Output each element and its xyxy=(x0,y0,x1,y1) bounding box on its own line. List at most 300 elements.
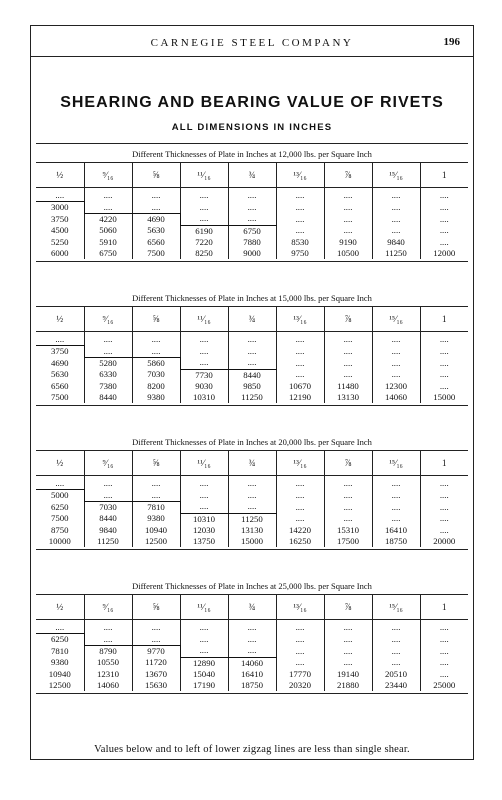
table-cell: .... xyxy=(180,476,228,490)
table-cell: 20510 xyxy=(372,669,420,680)
table-cell: .... xyxy=(372,202,420,214)
table-cell: .... xyxy=(84,332,132,346)
table-row xyxy=(36,225,468,237)
table-cell: .... xyxy=(276,369,324,381)
table-cell: .... xyxy=(324,213,372,225)
table-row xyxy=(36,634,468,646)
table-cell: 5630 xyxy=(50,369,69,380)
table-row xyxy=(36,357,468,369)
table-cell: 15630 xyxy=(132,680,180,691)
table-cell: 10940 xyxy=(132,525,180,536)
table-cell: .... xyxy=(276,513,324,525)
table-row xyxy=(36,645,468,657)
table-cell: 4220 xyxy=(84,213,132,225)
table-cell: 7810 xyxy=(132,501,180,513)
table-cell: .... xyxy=(180,645,228,657)
table-cell: .... xyxy=(132,188,180,202)
table-cell: .... xyxy=(84,202,132,214)
table-cell: 10550 xyxy=(84,657,132,669)
diameter-header: ⅝ xyxy=(132,595,180,620)
diameter-header: ⅞ xyxy=(324,595,372,620)
table-cell: 5060 xyxy=(84,225,132,237)
diameter-header: ¹³⁄₁₆ xyxy=(276,307,324,332)
rivet-table xyxy=(36,162,468,259)
rivet-section xyxy=(36,146,468,262)
table-cell: 9850 xyxy=(228,381,276,392)
table-cell: 6330 xyxy=(84,369,132,381)
table-cell: .... xyxy=(420,369,468,381)
table-cell: .... xyxy=(420,237,468,248)
table-cell: 13670 xyxy=(132,669,180,680)
table-cell: 12310 xyxy=(84,669,132,680)
table-cell: 19140 xyxy=(324,669,372,680)
diameter-header: ¾ xyxy=(228,595,276,620)
table-row xyxy=(36,476,468,490)
table-row xyxy=(36,346,468,358)
table-cell: .... xyxy=(276,476,324,490)
table-cell: 13130 xyxy=(324,392,372,403)
diameter-header: ⁹⁄₁₆ xyxy=(84,163,132,188)
table-cell: 12030 xyxy=(180,525,228,536)
table-cell: 6750 xyxy=(228,225,276,237)
table-cell: .... xyxy=(180,490,228,502)
table-cell: 12300 xyxy=(372,381,420,392)
table-cell: .... xyxy=(132,490,180,502)
diameter-header: ¹⁵⁄₁₆ xyxy=(372,307,420,332)
table-cell: 7500 xyxy=(50,392,69,403)
table-cell: .... xyxy=(324,332,372,346)
table-cell: .... xyxy=(276,490,324,502)
table-cell: 8530 xyxy=(276,237,324,248)
table-row xyxy=(36,680,468,691)
table-row xyxy=(36,513,468,525)
section-caption: Different Thicknesses of Plate in Inches at 25,000 lbs. per Square Inch xyxy=(132,581,372,591)
table-cell: 8440 xyxy=(84,392,132,403)
table-cell: .... xyxy=(324,657,372,669)
table-cell: 6000 xyxy=(50,248,69,259)
table-cell: .... xyxy=(420,490,468,502)
rivet-table xyxy=(36,306,468,403)
section-rule xyxy=(36,261,468,262)
table-cell: .... xyxy=(324,202,372,214)
table-cell: 9380 xyxy=(132,392,180,403)
table-cell: 5910 xyxy=(84,237,132,248)
table-cell: .... xyxy=(420,657,468,669)
table-cell: 17770 xyxy=(276,669,324,680)
table-row xyxy=(36,669,468,680)
table-cell: .... xyxy=(84,188,132,202)
table-cell: .... xyxy=(276,620,324,634)
table-cell: .... xyxy=(180,634,228,646)
table-cell: .... xyxy=(228,357,276,369)
table-cell: 15040 xyxy=(180,669,228,680)
table-row xyxy=(36,237,468,248)
table-cell: 17500 xyxy=(324,536,372,547)
page-title: SHEARING AND BEARING VALUE OF RIVETS xyxy=(60,94,444,111)
rivet-section xyxy=(36,434,468,550)
diameter-header: ⅞ xyxy=(324,307,372,332)
table-cell: .... xyxy=(420,225,468,237)
table-cell: 7030 xyxy=(132,369,180,381)
table-cell: 6250 xyxy=(36,634,84,646)
diameter-header: ¹¹⁄₁₆ xyxy=(180,307,228,332)
table-cell: 6560 xyxy=(50,380,69,391)
table-cell: 17190 xyxy=(180,680,228,691)
table-cell: .... xyxy=(420,634,468,646)
table-cell: 11480 xyxy=(324,381,372,392)
section-caption: Different Thicknesses of Plate in Inches at 20,000 lbs. per Square Inch xyxy=(132,437,372,447)
table-cell: 8250 xyxy=(180,248,228,259)
table-cell: .... xyxy=(420,645,468,657)
table-cell: 3000 xyxy=(36,202,84,214)
table-cell: .... xyxy=(372,645,420,657)
table-cell: 9750 xyxy=(276,248,324,259)
table-cell: .... xyxy=(180,357,228,369)
table-cell: .... xyxy=(276,657,324,669)
diameter-header: ¹³⁄₁₆ xyxy=(276,595,324,620)
table-cell: 18750 xyxy=(228,680,276,691)
table-cell: 10000 xyxy=(48,536,71,547)
table-cell: .... xyxy=(324,513,372,525)
diameter-header: ¹⁵⁄₁₆ xyxy=(372,451,420,476)
section-rule xyxy=(36,549,468,550)
diameter-header: ½ xyxy=(36,595,84,620)
table-cell: .... xyxy=(84,620,132,634)
table-cell: 9380 xyxy=(132,513,180,525)
table-cell: .... xyxy=(84,476,132,490)
table-cell: .... xyxy=(36,476,84,490)
diameter-header-row xyxy=(36,595,468,620)
table-cell: 10500 xyxy=(324,248,372,259)
table-row xyxy=(36,381,468,392)
diameter-header: ⁹⁄₁₆ xyxy=(84,451,132,476)
table-cell: .... xyxy=(228,490,276,502)
table-cell: 7500 xyxy=(132,248,180,259)
table-cell: .... xyxy=(324,620,372,634)
table-cell: .... xyxy=(372,188,420,202)
table-row xyxy=(36,202,468,214)
table-cell: .... xyxy=(372,225,420,237)
table-cell: .... xyxy=(324,188,372,202)
table-cell: 6250 xyxy=(50,501,69,512)
table-cell: .... xyxy=(228,213,276,225)
table-cell: .... xyxy=(276,634,324,646)
table-cell: 7500 xyxy=(50,513,69,524)
company-name: CARNEGIE STEEL COMPANY xyxy=(150,37,354,49)
table-cell: .... xyxy=(420,501,468,513)
diameter-header: ⅝ xyxy=(132,451,180,476)
table-cell: .... xyxy=(132,332,180,346)
table-row xyxy=(36,490,468,502)
table-cell: 15000 xyxy=(228,536,276,547)
table-cell: 6750 xyxy=(84,248,132,259)
table-cell: 7380 xyxy=(84,381,132,392)
table-cell: 5000 xyxy=(36,490,84,502)
title-rule xyxy=(36,143,468,144)
table-cell: 12000 xyxy=(420,248,468,259)
table-cell: 5860 xyxy=(132,357,180,369)
diameter-header: 1 xyxy=(420,307,468,332)
table-cell: 5250 xyxy=(50,236,69,247)
table-cell: 6560 xyxy=(132,237,180,248)
table-cell: 4690 xyxy=(132,213,180,225)
table-cell: 9840 xyxy=(84,525,132,536)
table-cell: 12890 xyxy=(180,657,228,669)
table-cell: .... xyxy=(372,490,420,502)
table-cell: .... xyxy=(276,225,324,237)
table-cell: .... xyxy=(276,188,324,202)
table-row xyxy=(36,332,468,346)
table-cell: 10670 xyxy=(276,381,324,392)
table-cell: .... xyxy=(228,645,276,657)
table-cell: .... xyxy=(132,202,180,214)
table-cell: .... xyxy=(132,620,180,634)
table-cell: 9770 xyxy=(132,645,180,657)
table-cell: 8200 xyxy=(132,381,180,392)
table-cell: 9030 xyxy=(180,381,228,392)
table-row xyxy=(36,620,468,634)
table-row xyxy=(36,501,468,513)
table-cell: 12500 xyxy=(132,536,180,547)
page-number: 196 xyxy=(443,36,460,48)
diameter-header: ⁹⁄₁₆ xyxy=(84,595,132,620)
diameter-header: ½ xyxy=(36,163,84,188)
table-cell: 11250 xyxy=(372,248,420,259)
table-cell: 9000 xyxy=(228,248,276,259)
table-cell: .... xyxy=(372,357,420,369)
table-cell: 3750 xyxy=(50,213,69,224)
table-cell: .... xyxy=(228,188,276,202)
table-cell: .... xyxy=(228,346,276,358)
table-cell: .... xyxy=(180,213,228,225)
table-cell: .... xyxy=(420,202,468,214)
table-cell: 20320 xyxy=(276,680,324,691)
diameter-header: 1 xyxy=(420,595,468,620)
table-cell: .... xyxy=(324,645,372,657)
table-cell: .... xyxy=(420,476,468,490)
table-cell: .... xyxy=(420,381,468,392)
diameter-header: ¹³⁄₁₆ xyxy=(276,451,324,476)
table-cell: 21880 xyxy=(324,680,372,691)
table-cell: 11250 xyxy=(228,513,276,525)
rivet-section xyxy=(36,578,468,694)
table-cell: 6190 xyxy=(180,225,228,237)
table-row xyxy=(36,392,468,403)
table-cell: .... xyxy=(324,357,372,369)
table-cell: .... xyxy=(276,645,324,657)
table-cell: .... xyxy=(84,490,132,502)
table-cell: 16410 xyxy=(228,669,276,680)
table-cell: .... xyxy=(324,476,372,490)
table-row xyxy=(36,369,468,381)
table-cell: 12500 xyxy=(48,680,71,691)
rivet-section xyxy=(36,290,468,406)
table-cell: .... xyxy=(180,202,228,214)
table-cell: 8790 xyxy=(84,645,132,657)
table-cell: .... xyxy=(420,332,468,346)
table-cell: .... xyxy=(180,620,228,634)
table-cell: .... xyxy=(372,513,420,525)
table-cell: .... xyxy=(228,476,276,490)
table-cell: .... xyxy=(180,188,228,202)
table-cell: .... xyxy=(276,332,324,346)
table-cell: .... xyxy=(372,501,420,513)
rivet-table xyxy=(36,450,468,547)
table-cell: 12190 xyxy=(276,392,324,403)
diameter-header: ⅞ xyxy=(324,451,372,476)
table-cell: .... xyxy=(132,476,180,490)
table-cell: .... xyxy=(228,634,276,646)
table-cell: .... xyxy=(372,476,420,490)
table-cell: 14060 xyxy=(84,680,132,691)
table-cell: .... xyxy=(84,346,132,358)
table-cell: 5630 xyxy=(132,225,180,237)
table-cell: 7810 xyxy=(50,645,69,656)
table-cell: .... xyxy=(420,525,468,536)
diameter-header: ½ xyxy=(36,307,84,332)
table-cell: 15310 xyxy=(324,525,372,536)
table-cell: 9840 xyxy=(372,237,420,248)
table-cell: 10940 xyxy=(48,668,71,679)
table-cell: .... xyxy=(324,501,372,513)
diameter-header-row xyxy=(36,163,468,188)
diameter-header: ¹⁵⁄₁₆ xyxy=(372,163,420,188)
table-cell: 8440 xyxy=(228,369,276,381)
table-cell: 7880 xyxy=(228,237,276,248)
table-cell: .... xyxy=(228,501,276,513)
diameter-header: 1 xyxy=(420,163,468,188)
table-cell: .... xyxy=(420,188,468,202)
table-cell: 16410 xyxy=(372,525,420,536)
table-cell: .... xyxy=(324,490,372,502)
rivet-table xyxy=(36,594,468,691)
table-row xyxy=(36,657,468,669)
table-cell: .... xyxy=(276,357,324,369)
table-cell: .... xyxy=(420,346,468,358)
table-cell: 14220 xyxy=(276,525,324,536)
table-cell: .... xyxy=(372,213,420,225)
table-cell: .... xyxy=(228,620,276,634)
table-cell: 8440 xyxy=(84,513,132,525)
table-cell: .... xyxy=(324,346,372,358)
page-header xyxy=(30,34,474,54)
table-row xyxy=(36,525,468,536)
table-row xyxy=(36,248,468,259)
table-cell: .... xyxy=(36,620,84,634)
footnote: Values below and to left of lower zigzag lines are less than single shear. xyxy=(94,744,410,755)
table-cell: .... xyxy=(276,346,324,358)
table-cell: .... xyxy=(420,620,468,634)
diameter-header: ¹⁵⁄₁₆ xyxy=(372,595,420,620)
section-rule xyxy=(36,405,468,406)
diameter-header: ¹¹⁄₁₆ xyxy=(180,163,228,188)
header-rule xyxy=(30,56,474,57)
table-cell: 11250 xyxy=(228,392,276,403)
diameter-header: ½ xyxy=(36,451,84,476)
table-cell: .... xyxy=(84,634,132,646)
table-cell: .... xyxy=(420,213,468,225)
table-cell: .... xyxy=(420,669,468,680)
diameter-header: ⅝ xyxy=(132,307,180,332)
diameter-header: ¾ xyxy=(228,451,276,476)
table-cell: .... xyxy=(324,225,372,237)
table-cell: 7730 xyxy=(180,369,228,381)
table-cell: .... xyxy=(276,202,324,214)
table-row xyxy=(36,188,468,202)
diameter-header: ¹¹⁄₁₆ xyxy=(180,451,228,476)
table-cell: .... xyxy=(372,332,420,346)
table-cell: .... xyxy=(372,620,420,634)
table-cell: .... xyxy=(420,513,468,525)
table-cell: 11720 xyxy=(132,657,180,669)
table-cell: .... xyxy=(420,357,468,369)
table-cell: .... xyxy=(228,332,276,346)
table-cell: .... xyxy=(228,202,276,214)
table-cell: 23440 xyxy=(372,680,420,691)
table-cell: .... xyxy=(180,501,228,513)
table-cell: 10310 xyxy=(180,392,228,403)
diameter-header: ⁹⁄₁₆ xyxy=(84,307,132,332)
table-cell: .... xyxy=(324,369,372,381)
table-cell: .... xyxy=(36,332,84,346)
table-cell: 16250 xyxy=(276,536,324,547)
table-cell: 5280 xyxy=(84,357,132,369)
table-cell: .... xyxy=(36,188,84,202)
section-caption: Different Thicknesses of Plate in Inches at 15,000 lbs. per Square Inch xyxy=(132,293,372,303)
table-cell: .... xyxy=(372,657,420,669)
table-cell: .... xyxy=(372,634,420,646)
table-cell: 9380 xyxy=(50,657,69,668)
table-cell: 10310 xyxy=(180,513,228,525)
table-cell: 4500 xyxy=(50,225,69,236)
section-caption: Different Thicknesses of Plate in Inches at 12,000 lbs. per Square Inch xyxy=(132,149,372,159)
table-cell: 14060 xyxy=(372,392,420,403)
table-cell: 8750 xyxy=(50,524,69,535)
table-cell: 18750 xyxy=(372,536,420,547)
table-cell: .... xyxy=(132,634,180,646)
table-cell: 13750 xyxy=(180,536,228,547)
table-cell: 7220 xyxy=(180,237,228,248)
table-cell: 3750 xyxy=(36,346,84,358)
table-cell: 25000 xyxy=(420,680,468,691)
table-cell: .... xyxy=(276,213,324,225)
diameter-header: ¾ xyxy=(228,163,276,188)
table-cell: .... xyxy=(180,346,228,358)
diameter-header: ⅞ xyxy=(324,163,372,188)
diameter-header: ¹¹⁄₁₆ xyxy=(180,595,228,620)
section-rule xyxy=(36,693,468,694)
table-cell: .... xyxy=(132,346,180,358)
diameter-header-row xyxy=(36,307,468,332)
table-cell: 14060 xyxy=(228,657,276,669)
table-cell: 13130 xyxy=(228,525,276,536)
diameter-header: ⅝ xyxy=(132,163,180,188)
table-cell: .... xyxy=(372,346,420,358)
table-cell: .... xyxy=(180,332,228,346)
table-cell: .... xyxy=(276,501,324,513)
diameter-header: ¾ xyxy=(228,307,276,332)
diameter-header: 1 xyxy=(420,451,468,476)
table-cell: 4690 xyxy=(50,357,69,368)
table-row xyxy=(36,213,468,225)
page-subtitle: ALL DIMENSIONS IN INCHES xyxy=(171,122,333,133)
table-cell: .... xyxy=(372,369,420,381)
table-cell: 20000 xyxy=(420,536,468,547)
table-cell: 11250 xyxy=(84,536,132,547)
diameter-header: ¹³⁄₁₆ xyxy=(276,163,324,188)
table-cell: 15000 xyxy=(420,392,468,403)
table-row xyxy=(36,536,468,547)
